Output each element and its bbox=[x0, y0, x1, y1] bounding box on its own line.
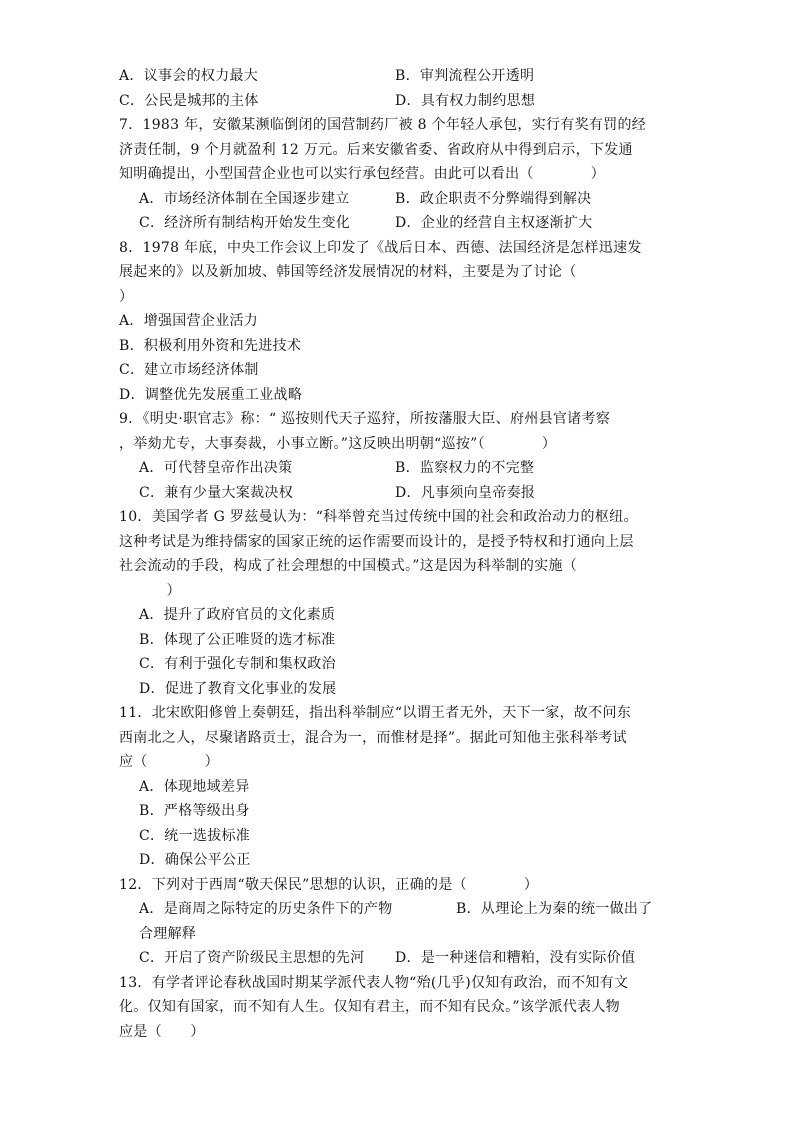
q11-option-a: A．体现地域差异 bbox=[139, 779, 250, 795]
q12-option-c: C．开启了资产阶级民主思想的先河 bbox=[139, 950, 365, 966]
q11-stem-line-2: 西南北之人，尽聚诸路贡士，混合为一，而惟材是择”。据此可知他主张科举考试 bbox=[119, 730, 627, 746]
q10-option-d: D．促进了教育文化事业的发展 bbox=[139, 681, 337, 697]
q10-option-c: C．有利于强化专制和集权政治 bbox=[139, 656, 336, 672]
q10-stem-line-3: 社会流动的手段，构成了社会理想的中国模式。”这是因为科举制的实施（ bbox=[119, 558, 578, 574]
q11-stem-line-1: 11．北宋欧阳修曾上奏朝廷，指出科举制应“以谓王者无外，天下一家，故不问东 bbox=[119, 705, 632, 721]
q12-option-b-continued: 合理解释 bbox=[139, 926, 197, 942]
q7-stem-line-3: 知明确提出，小型国营企业也可以实行承包经营。由此可以看出（ ） bbox=[119, 166, 605, 182]
q6-option-c: C．公民是城邦的主体 bbox=[119, 93, 259, 109]
q6-option-b: B．审判流程公开透明 bbox=[395, 68, 535, 84]
q11-option-c: C．统一选拔标准 bbox=[139, 828, 251, 844]
q12-option-b: B．从理论上为秦的统一做出了 bbox=[456, 901, 653, 917]
q9-option-b: B．监察权力的不完整 bbox=[395, 460, 535, 476]
q12-option-a: A．是商周之际特定的历史条件下的产物 bbox=[139, 901, 393, 917]
q8-option-b: B．积极利用外资和先进技术 bbox=[119, 338, 302, 354]
q7-stem-line-2: 济责任制，9 个月就盈利 12 万元。后来安徽省委、省政府从中得到启示，下发通 bbox=[119, 142, 633, 158]
q9-option-c: C．兼有少量大案裁决权 bbox=[139, 485, 294, 501]
q9-stem-line-1: 9．《明史·职官志》称：“ 巡按则代天子巡狩，所按藩服大臣、府州县官诸考察 bbox=[119, 411, 611, 427]
q10-stem-line-1: 10．美国学者 G 罗兹曼认为：“科举曾充当过传统中国的社会和政治动力的枢纽。 bbox=[119, 509, 638, 525]
q8-option-a: A．增强国营企业活力 bbox=[119, 313, 259, 329]
q12-option-d: D．是一种迷信和糟粕，没有实际价值 bbox=[395, 950, 636, 966]
q8-stem-line-3: ） bbox=[119, 289, 134, 305]
q10-option-a: A．提升了政府官员的文化素质 bbox=[139, 607, 336, 623]
q11-option-d: D．确保公平公正 bbox=[139, 852, 251, 868]
q6-option-a: A．议事会的权力最大 bbox=[119, 68, 259, 84]
q8-stem-line-2: 展起来的》以及新加坡、韩国等经济发展情况的材料，主要是为了讨论（ bbox=[119, 264, 577, 280]
q10-option-b: B．体现了公正唯贤的选才标准 bbox=[139, 632, 336, 648]
q9-stem-line-2: ，举劾尤专，大事奏裁，小事立断。”这反映出明朝“巡按”（ ） bbox=[119, 436, 557, 452]
q9-option-a: A．可代替皇帝作出决策 bbox=[139, 460, 293, 476]
q10-stem-line-2: 这种考试是为维持儒家的国家正统的运作需要而设计的，是授予特权和打通向上层 bbox=[119, 534, 634, 550]
q10-stem-line-4: ） bbox=[119, 583, 181, 599]
q7-option-d: D．企业的经营自主权逐渐扩大 bbox=[395, 215, 593, 231]
q6-option-d: D．具有权力制约思想 bbox=[395, 93, 536, 109]
q9-option-d: D．凡事须向皇帝奏报 bbox=[395, 485, 536, 501]
q8-option-c: C．建立市场经济体制 bbox=[119, 362, 259, 378]
q13-stem-line-2: 化。仅知有国家，而不知有人生。仅知有君主，而不知有民众。”该学派代表人物 bbox=[119, 999, 620, 1015]
q7-option-a: A．市场经济体制在全国逐步建立 bbox=[139, 191, 350, 207]
q7-stem-line-1: 7．1983 年，安徽某濒临倒闭的国营制药厂被 8 个年轻人承包，实行有奖有罚的经 bbox=[119, 117, 647, 133]
q13-stem-line-3: 应是（ ） bbox=[119, 1024, 205, 1040]
q8-option-d: D．调整优先发展重工业战略 bbox=[119, 387, 303, 403]
q7-option-b: B．政企职责不分弊端得到解决 bbox=[395, 191, 592, 207]
q8-stem-line-1: 8．1978 年底，中央工作会议上印发了《战后日本、西德、法国经济是怎样迅速发 bbox=[119, 240, 642, 256]
q12-stem-line-1: 12．下列对于西周“敬天保民”思想的认识，正确的是（ ） bbox=[119, 877, 539, 893]
q7-option-c: C．经济所有制结构开始发生变化 bbox=[139, 215, 351, 231]
q11-stem-line-3: 应（ ） bbox=[119, 754, 219, 770]
q13-stem-line-1: 13．有学者评论春秋战国时期某学派代表人物“殆(几乎)仅知有政治，而不知有文 bbox=[119, 975, 629, 991]
q11-option-b: B．严格等级出身 bbox=[139, 803, 250, 819]
